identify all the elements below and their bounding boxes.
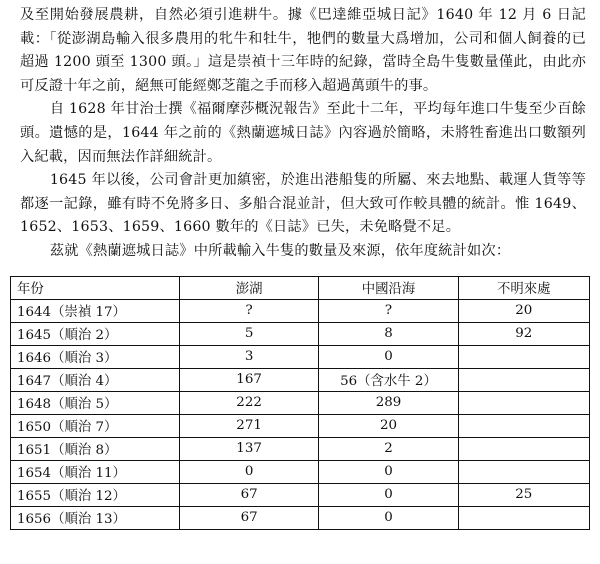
cell-year: 1651（順治 8）	[11, 437, 180, 460]
table-header-row	[11, 276, 590, 299]
cell-china-coast: 0	[319, 483, 458, 506]
header-china-coast: 中國沿海	[319, 276, 458, 299]
cell-china-coast: ?	[319, 299, 458, 322]
cell-year: 1645（順治 2）	[11, 322, 180, 345]
cell-china-coast: 56（含水牛 2）	[319, 368, 458, 391]
cell-unknown-origin	[458, 391, 589, 414]
paragraph-4: 茲就《熱蘭遮城日誌》中所載輸入牛隻的數量及來源，依年度統計如次：	[49, 242, 511, 259]
cell-unknown-origin	[458, 368, 589, 391]
cell-year: 1647（順治 4）	[11, 368, 180, 391]
cell-unknown-origin	[458, 506, 589, 529]
cell-year: 1656（順治 13）	[11, 506, 180, 529]
cell-penghu: 137	[179, 437, 319, 460]
cell-penghu: 0	[179, 460, 319, 483]
table-body	[11, 299, 590, 529]
cell-year: 1655（順治 12）	[11, 483, 180, 506]
table-row	[11, 299, 590, 322]
table-row	[11, 460, 590, 483]
cell-china-coast: 0	[319, 345, 458, 368]
cell-unknown-origin	[458, 437, 589, 460]
table-row	[11, 483, 590, 506]
cell-penghu: 271	[179, 414, 319, 437]
cell-china-coast: 0	[319, 460, 458, 483]
cell-unknown-origin: 20	[458, 299, 589, 322]
cell-year: 1654（順治 11）	[11, 460, 180, 483]
cattle-import-table	[10, 276, 590, 530]
cell-china-coast: 289	[319, 391, 458, 414]
header-penghu: 澎湖	[179, 276, 319, 299]
cell-year: 1648（順治 5）	[11, 391, 180, 414]
header-year: 年份	[11, 276, 180, 299]
cell-china-coast: 0	[319, 506, 458, 529]
cell-unknown-origin	[458, 460, 589, 483]
cell-china-coast: 2	[319, 437, 458, 460]
table-row	[11, 414, 590, 437]
cell-unknown-origin	[458, 414, 589, 437]
cell-penghu: 67	[179, 483, 319, 506]
cell-penghu: 5	[179, 322, 319, 345]
table-row	[11, 345, 590, 368]
cell-year: 1646（順治 3）	[11, 345, 180, 368]
table-row	[11, 322, 590, 345]
cell-unknown-origin: 25	[458, 483, 589, 506]
cell-penghu: 222	[179, 391, 319, 414]
paragraph-2: 自 1628 年甘治士撰《福爾摩莎概況報告》至此十二年，平均每年進口牛隻至少百餘頭。遺憾的是，1644 年之前的《熱蘭遮城日誌》內容過於簡略，未將牲畜進出口數額列入紀載，因而無法作詳細統計。	[20, 101, 586, 165]
table-row	[11, 368, 590, 391]
cell-penghu: 167	[179, 368, 319, 391]
cell-penghu: 3	[179, 345, 319, 368]
header-unknown-origin: 不明來處	[458, 276, 589, 299]
cell-penghu: 67	[179, 506, 319, 529]
cell-penghu: ?	[179, 299, 319, 322]
cell-china-coast: 8	[319, 322, 458, 345]
table-row	[11, 391, 590, 414]
cell-year: 1650（順治 7）	[11, 414, 180, 437]
table-row	[11, 506, 590, 529]
table-row	[11, 437, 590, 460]
cell-china-coast: 20	[319, 414, 458, 437]
cell-unknown-origin: 92	[458, 322, 589, 345]
cell-unknown-origin	[458, 345, 589, 368]
cell-year: 1644（崇禎 17）	[11, 299, 180, 322]
paragraph-3: 1645 年以後，公司會計更加縝密，於進出港船隻的所屬、來去地點、載運人貨等等都逐一記錄，雖有時不免將多日、多船合混並計，但大致可作較具體的統計。惟 1649、1652、1653、1659、1660 數年的《日誌》已失，未免略覺不足。	[20, 172, 586, 236]
paragraph-1: 及至開始發展農耕，自然必須引進耕牛。據《巴達維亞城日記》1640 年 12 月 6 日記載：「從澎湖島輸入很多農用的牝牛和牡牛，牠們的數量大爲增加，公司和個人飼養的已超過 1200 頭至 1300 頭。」這是崇禎十三年時的紀錄，當時全島牛隻數量僅此，由此亦可反證十年之前，絕無可能經鄭芝龍之手而移入超過萬頭牛的事。	[20, 7, 586, 94]
